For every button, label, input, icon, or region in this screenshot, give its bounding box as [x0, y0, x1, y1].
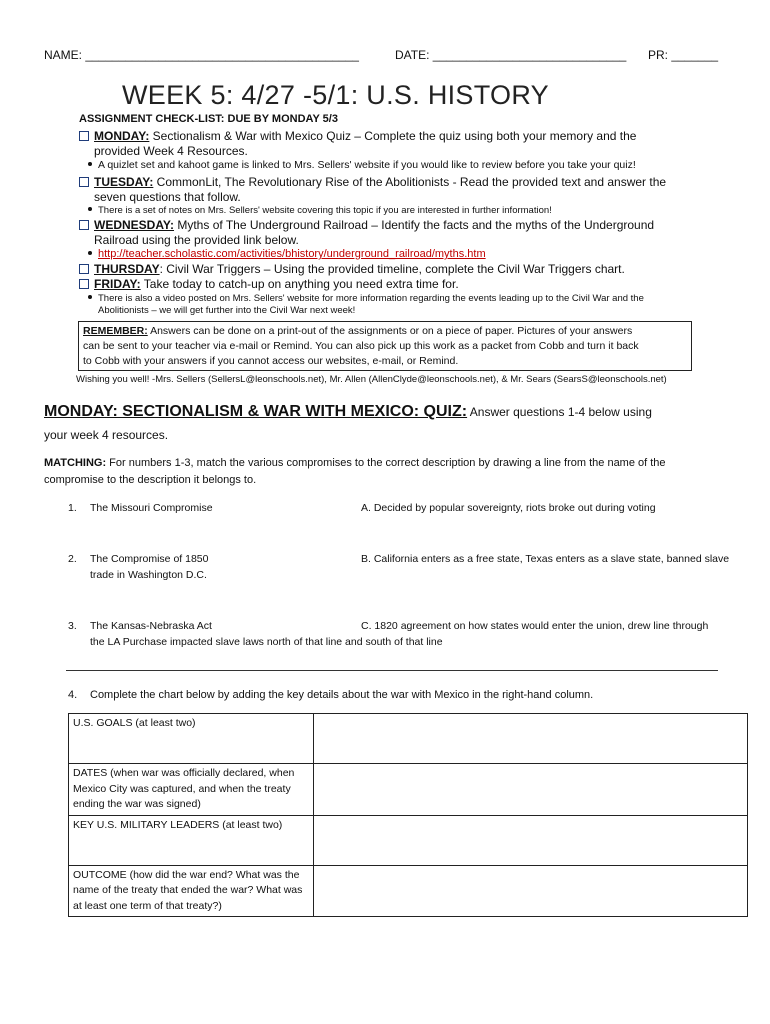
checklist-item-monday-cont: provided Week 4 Resources.	[94, 144, 248, 158]
remember-line-3: to Cobb with your answers if you cannot access our websites, e-mail, or Remind.	[83, 355, 459, 367]
chart-row-dates	[69, 764, 748, 816]
checklist-item-tuesday-cont: seven questions that follow.	[94, 190, 241, 204]
matching-number-1: 1.	[68, 502, 77, 514]
name-field-label: NAME: _________________________________________	[44, 48, 359, 62]
checklist-item-tuesday: TUESDAY: CommonLit, The Revolutionary Rise of the Abolitionists - Read the provided text and answer the	[79, 175, 666, 189]
chart-row-outcome	[69, 865, 748, 917]
chart-answer-cell[interactable]	[314, 815, 748, 865]
chart-label-leaders: KEY U.S. MILITARY LEADERS (at least two)	[69, 815, 314, 865]
war-with-mexico-chart	[68, 713, 748, 917]
bullet-icon	[88, 162, 92, 166]
question-4-text: Complete the chart below by adding the key details about the war with Mexico in the right-hand column.	[90, 689, 594, 701]
chart-answer-cell[interactable]	[314, 764, 748, 816]
matching-instructions: MATCHING: For numbers 1-3, match the various compromises to the correct description by drawing a line from the name of the	[44, 457, 666, 469]
chart-answer-cell[interactable]	[314, 714, 748, 764]
checkbox-icon	[79, 279, 89, 289]
checklist-note-monday: A quizlet set and kahoot game is linked to Mrs. Sellers' website if you would like to review before you take your quiz!	[88, 159, 636, 171]
bullet-icon	[88, 207, 92, 211]
remember-line-1: REMEMBER: Answers can be done on a print-out of the assignments or on a piece of paper. Pictures of your answers	[83, 325, 633, 337]
quiz-heading: MONDAY: SECTIONALISM & WAR WITH MEXICO: QUIZ:	[44, 403, 468, 420]
checklist-heading: ASSIGNMENT CHECK-LIST: DUE BY MONDAY 5/3	[79, 113, 338, 125]
pr-field-label: PR: _______	[648, 48, 719, 62]
bullet-icon	[88, 251, 92, 255]
checkbox-icon	[79, 220, 89, 230]
chart-row-leaders	[69, 815, 748, 865]
remember-box	[78, 321, 692, 371]
chart-answer-cell[interactable]	[314, 865, 748, 917]
matching-number-3: 3.	[68, 620, 77, 632]
wishing-message: Wishing you well! -Mrs. Sellers (SellersL@leonschools.net), Mr. Allen (AllenClyde@leonschools.net), & Mr. Sears (SearsS@leonschools.net)	[76, 374, 667, 385]
checklist-item-wednesday: WEDNESDAY: Myths of The Underground Railroad – Identify the facts and the myths of the Underground	[79, 218, 654, 232]
checklist-link-wednesday	[88, 248, 486, 260]
date-field-label: DATE: _____________________________	[395, 48, 627, 62]
checkbox-icon	[79, 264, 89, 274]
matching-number-2: 2.	[68, 553, 77, 565]
checklist-note-friday-cont: Abolitionists – we will get further into the Civil War next week!	[98, 305, 356, 316]
checklist-item-monday: MONDAY: Sectionalism & War with Mexico Quiz – Complete the quiz using both your memory and the	[79, 129, 636, 143]
underground-railroad-link[interactable]: http://teacher.scholastic.com/activities/bhistory/underground_railroad/myths.htm	[98, 248, 486, 260]
checklist-item-thursday: THURSDAY: Civil War Triggers – Using the provided timeline, complete the Civil War Triggers chart.	[79, 262, 625, 276]
checklist-note-tuesday: There is a set of notes on Mrs. Sellers' website covering this topic if you are interested in further information!	[88, 205, 552, 216]
page-title: WEEK 5: 4/27 -5/1: U.S. HISTORY	[122, 80, 549, 110]
bullet-icon	[88, 295, 92, 299]
checklist-item-wednesday-cont: Railroad using the provided link below.	[94, 233, 299, 247]
quiz-heading-line: MONDAY: SECTIONALISM & WAR WITH MEXICO: QUIZ: Answer questions 1-4 below using	[44, 403, 652, 420]
quiz-intro-cont: your week 4 resources.	[44, 428, 169, 442]
matching-description-c: C. 1820 agreement on how states would enter the union, drew line through	[361, 620, 709, 632]
matching-description-c-cont: the LA Purchase impacted slave laws north of that line and south of that line	[90, 636, 443, 648]
checkbox-icon	[79, 177, 89, 187]
matching-compromise-3: The Kansas-Nebraska Act	[90, 620, 212, 632]
question-4-number: 4.	[68, 689, 78, 701]
matching-compromise-1: The Missouri Compromise	[90, 502, 213, 514]
section-divider	[66, 670, 718, 671]
chart-label-dates: DATES (when war was officially declared, when Mexico City was captured, and when the treaty ending the war was signed)	[69, 764, 314, 816]
checkbox-icon	[79, 131, 89, 141]
matching-description-a: A. Decided by popular sovereignty, riots broke out during voting	[361, 502, 656, 514]
checklist-note-friday: There is also a video posted on Mrs. Sellers' website for more information regarding the events leading up to the Civil War and the	[88, 293, 644, 304]
matching-compromise-2: The Compromise of 1850	[90, 553, 209, 565]
matching-description-b-cont: trade in Washington D.C.	[90, 569, 207, 581]
checklist-item-friday: FRIDAY: Take today to catch-up on anything you need extra time for.	[79, 277, 459, 291]
chart-label-outcome: OUTCOME (how did the war end? What was the name of the treaty that ended the war? What was at least one term of that treaty?)	[69, 865, 314, 917]
chart-label-goals: U.S. GOALS (at least two)	[69, 714, 314, 764]
chart-row-goals	[69, 714, 748, 764]
matching-description-b: B. California enters as a free state, Texas enters as a slave state, banned slave	[361, 553, 730, 565]
remember-line-2: can be sent to your teacher via e-mail or Remind. You can also pick up this work as a packet from Cobb and turn it back	[83, 340, 639, 352]
matching-instructions-cont: compromise to the description it belongs to.	[44, 474, 257, 486]
